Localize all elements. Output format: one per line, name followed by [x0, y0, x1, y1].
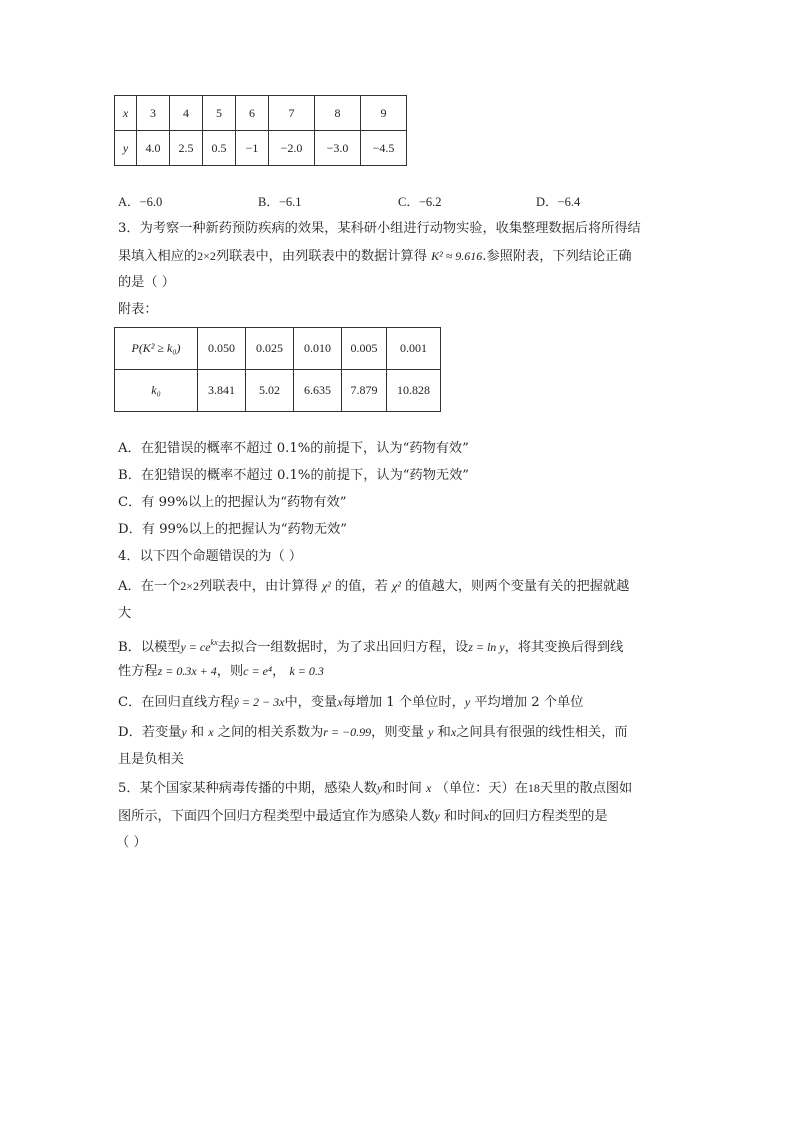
k-cell: 5.02 [246, 370, 294, 412]
k-cell: 3.841 [198, 370, 246, 412]
q4-option-a-line2: 大 [118, 606, 132, 621]
q4-stem: 4．以下四个命题错误的为（ ） [118, 549, 303, 564]
y-cell: −1 [236, 131, 269, 166]
p-cell: 0.005 [342, 328, 387, 370]
p-cell: 0.010 [294, 328, 342, 370]
q4-option-d-line1: D．若变量y 和 x 之间的相关系数为r = −0.99，则变量 y 和x之间具有很强的线性相关，而 [118, 725, 628, 740]
table-row-p [115, 328, 441, 370]
q3-stem-line1: 3．为考察一种新药预防疾病的效果，某科研小组进行动物实验，收集整理数据后将所得结 [118, 221, 641, 236]
q4-option-b-line2: 性方程z = 0.3x + 4，则c = e⁴， k = 0.3 [118, 664, 324, 679]
x-cell: 3 [137, 96, 170, 131]
row-label-k: k₀ [115, 370, 198, 412]
p-cell: 0.025 [246, 328, 294, 370]
x-cell: 4 [170, 96, 203, 131]
q2-option-d: D．−6.4 [536, 195, 581, 209]
table-row-k [115, 370, 441, 412]
q4-option-d-line2: 且是负相关 [118, 752, 184, 767]
q3-option-d: D．有 99%以上的把握认为“药物无效” [118, 522, 347, 537]
y-cell: −2.0 [269, 131, 315, 166]
y-cell: 2.5 [170, 131, 203, 166]
x-cell: 6 [236, 96, 269, 131]
p-cell: 0.001 [387, 328, 441, 370]
y-cell: −4.5 [361, 131, 407, 166]
xy-data-table [114, 95, 407, 166]
q2-option-c: C．−6.2 [398, 195, 442, 209]
critical-value-table [114, 327, 441, 412]
q3-option-b: B．在犯错误的概率不超过 0.1%的前提下，认为“药物无效” [118, 468, 469, 483]
k-cell: 6.635 [294, 370, 342, 412]
table-row-y [115, 131, 407, 166]
q3-stem-line3: 的是（ ） [118, 275, 175, 290]
y-cell: 0.5 [203, 131, 236, 166]
q5-stem-line1: 5．某个国家某种病毒传播的中期，感染人数y和时间 x （单位：天）在18天里的散点图如 [118, 781, 633, 796]
k-cell: 10.828 [387, 370, 441, 412]
q3-appendix-label: 附表： [118, 302, 158, 317]
row-label-y: y [115, 131, 137, 166]
q2-option-a: A．−6.0 [118, 195, 163, 209]
x-cell: 5 [203, 96, 236, 131]
q4-option-c: C．在回归直线方程ŷ = 2 − 3x中，变量x每增加 1 个单位时，y 平均增加 2 个单位 [118, 695, 584, 710]
x-cell: 9 [361, 96, 407, 131]
y-cell: 4.0 [137, 131, 170, 166]
table-row-x [115, 96, 407, 131]
q3-stem-line2: 果填入相应的2×2列联表中，由列联表中的数据计算得 K² ≈ 9.616.参照附表，下列结论正确 [118, 249, 632, 264]
q4-option-a-line1: A．在一个2×2列联表中，由计算得 χ² 的值，若 χ² 的值越大，则两个变量有关的把握就越 [118, 579, 630, 594]
x-cell: 8 [315, 96, 361, 131]
q5-stem-line3: （ ） [116, 835, 147, 850]
y-cell: −3.0 [315, 131, 361, 166]
q3-option-c: C．有 99%以上的把握认为“药物有效” [118, 495, 347, 510]
p-cell: 0.050 [198, 328, 246, 370]
q3-option-a: A．在犯错误的概率不超过 0.1%的前提下，认为“药物有效” [118, 441, 469, 456]
k-cell: 7.879 [342, 370, 387, 412]
q5-stem-line2: 图所示，下面四个回归方程类型中最适宜作为感染人数y 和时间x的回归方程类型的是 [118, 809, 608, 824]
row-label-x: x [115, 96, 137, 131]
q2-option-b: B．−6.1 [258, 195, 302, 209]
row-label-p: P(K² ≥ k₀) [115, 328, 198, 370]
q4-option-b-line1: B．以模型$y = ce^{kx}$去拟合一组数据时，为了求出回归方程，设z = ln y，将其变换后得到线 [118, 638, 624, 655]
x-cell: 7 [269, 96, 315, 131]
